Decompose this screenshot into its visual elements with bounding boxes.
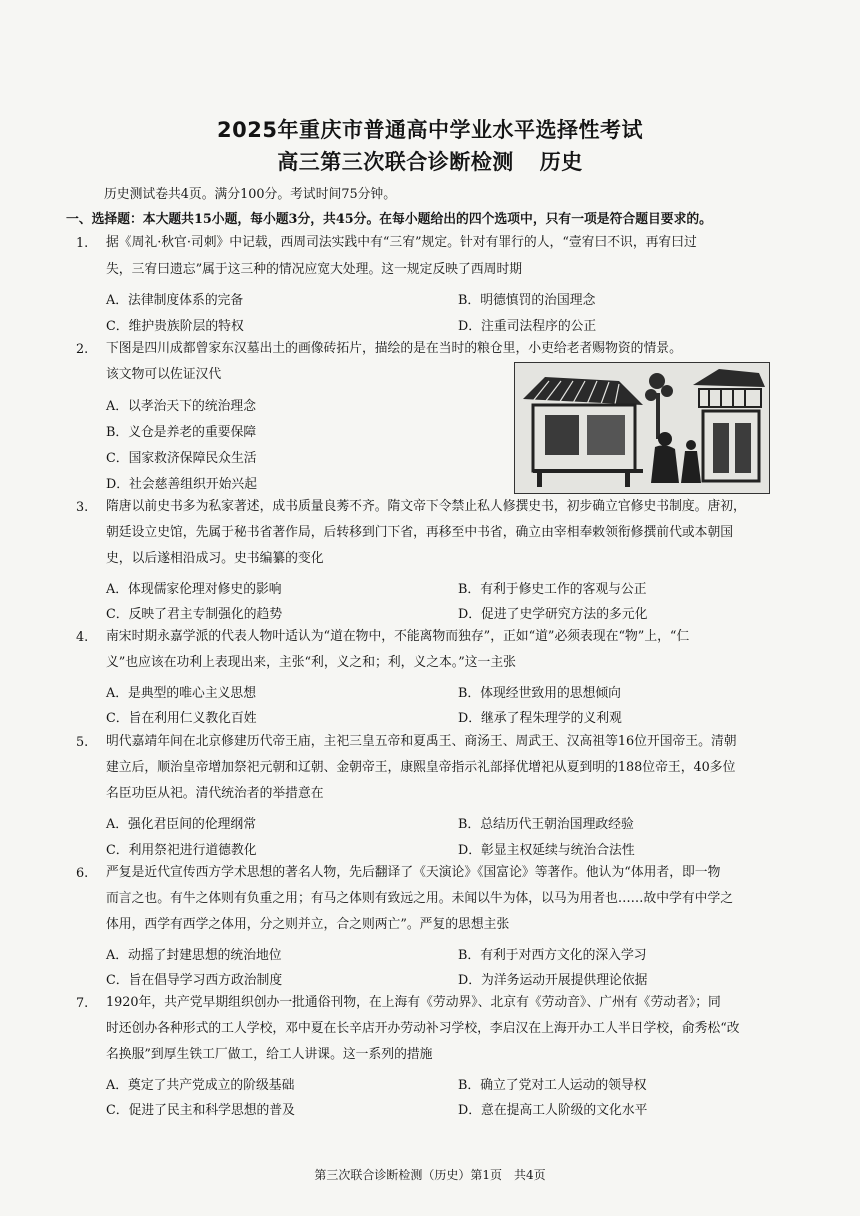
- option-c: C．促进了民主和科学思想的普及: [106, 1103, 295, 1118]
- option-c: C．反映了君主专制强化的趋势: [106, 607, 283, 622]
- question-text-line: 朝廷设立史馆，先属于秘书省著作局，后转移到门下省，再移至中书省，确立由宰相奉敕领衔修撰前代或本朝国: [106, 525, 734, 540]
- question-text-line: 明代嘉靖年间在北京修建历代帝王庙，主祀三皇五帝和夏禹王、商汤王、周武王、汉高祖等16位开国帝王。清朝: [106, 734, 737, 749]
- question-text-line: 隋唐以前史书多为私家著述，成书质量良莠不齐。隋文帝下令禁止私人修撰史书，初步确立官修史书制度。唐初，: [106, 499, 746, 514]
- exam-title: 2025年重庆市普通高中学业水平选择性考试: [217, 118, 643, 142]
- option-c: C．利用祭祀进行道德教化: [106, 843, 257, 858]
- question-text-line: 义”也应该在功利上表现出来，主张“利，义之和；利，义之本。”这一主张: [106, 655, 516, 670]
- section-heading: 一、选择题：本大题共15小题，每小题3分，共45分。在每小题给出的四个选项中，只有一项是符合题目要求的。: [66, 212, 712, 227]
- question-text-line: 南宋时期永嘉学派的代表人物叶适认为“道在物中，不能离物而独存”，正如“道”必须表现在“物”上，“仁: [106, 629, 690, 644]
- question-number: 6.: [76, 866, 89, 881]
- question-text-line: 1920年，共产党早期组织创办一批通俗刊物，在上海有《劳动界》、北京有《劳动音》、广州有《劳动者》；同: [106, 995, 721, 1010]
- option-a: A．以孝治天下的统治理念: [106, 399, 257, 414]
- question-number: 1.: [76, 236, 89, 251]
- option-a: A．动摇了封建思想的统治地位: [106, 948, 282, 963]
- option-b: B．总结历代王朝治国理政经验: [458, 817, 634, 832]
- question-number: 7.: [76, 996, 89, 1011]
- question-text-line: 严复是近代宣传西方学术思想的著名人物，先后翻译了《天演论》《国富论》等著作。他认为“体用者，即一物: [106, 865, 721, 880]
- option-a: A．强化君臣间的伦理纲常: [106, 817, 257, 832]
- option-c: C．国家救济保障民众生活: [106, 451, 257, 466]
- option-b: B．体现经世致用的思想倾向: [458, 686, 621, 701]
- option-d: D．继承了程朱理学的义利观: [458, 711, 622, 726]
- question-text-line: 体用，西学有西学之体用，分之则并立，合之则两亡”。严复的思想主张: [106, 917, 510, 932]
- question-text-line: 史，以后遂相沿成习。史书编纂的变化: [106, 551, 324, 566]
- question-number: 4.: [76, 630, 89, 645]
- exam-subject: 历史: [539, 150, 583, 174]
- brick-rubbing-image: [514, 362, 770, 494]
- question-text-line: 而言之也。有牛之体则有负重之用；有马之体则有致远之用。未闻以牛为体，以马为用者也……故中学有中学之: [106, 891, 734, 906]
- option-a: A．体现儒家伦理对修史的影响: [106, 582, 282, 597]
- option-b: B．有利于修史工作的客观与公正: [458, 582, 647, 597]
- question-text-line: 名换服”到厚生铁工厂做工，给工人讲课。这一系列的措施: [106, 1047, 433, 1062]
- option-d: D．促进了史学研究方法的多元化: [458, 607, 648, 622]
- question-number: 5.: [76, 735, 89, 750]
- option-a: A．奠定了共产党成立的阶级基础: [106, 1078, 295, 1093]
- question-text-line: 建立后，顺治皇帝增加祭祀元朝和辽朝、金朝帝王，康熙皇帝指示礼部择优增祀从夏到明的188位帝王，40多位: [106, 760, 736, 775]
- option-c: C．旨在利用仁义教化百姓: [106, 711, 257, 726]
- option-d: D．意在提高工人阶级的文化水平: [458, 1103, 648, 1118]
- option-d: D．注重司法程序的公正: [458, 319, 597, 334]
- option-a: A．是典型的唯心主义思想: [106, 686, 257, 701]
- option-c: C．维护贵族阶层的特权: [106, 319, 244, 334]
- option-d: D．为洋务运动开展提供理论依据: [458, 973, 648, 988]
- question-text-line: 据《周礼·秋官·司刺》中记载，西周司法实践中有“三宥”规定。针对有罪行的人，“壹宥曰不识，再宥曰过: [106, 235, 697, 250]
- page-footer: 第三次联合诊断检测（历史）第1页 共4页: [314, 1168, 546, 1182]
- option-b: B．明德慎罚的治国理念: [458, 293, 596, 308]
- option-b: B．义仓是养老的重要保障: [106, 425, 257, 440]
- question-text-line: 下图是四川成都曾家东汉墓出土的画像砖拓片，描绘的是在当时的粮仓里，小吏给老者赐物资的情景。: [106, 341, 682, 356]
- option-d: D．社会慈善组织开始兴起: [106, 477, 258, 492]
- question-number: 2.: [76, 342, 89, 357]
- question-text-line: 名臣功臣从祀。清代统治者的举措意在: [106, 786, 324, 801]
- option-b: B．有利于对西方文化的深入学习: [458, 948, 647, 963]
- exam-subtitle-left: 高三第三次联合诊断检测: [277, 150, 514, 174]
- option-d: D．彰显主权延续与统治合法性: [458, 843, 635, 858]
- question-text-line: 时还创办各种形式的工人学校，邓中夏在长辛店开办劳动补习学校，李启汉在上海开办工人半日学校，俞秀松“改: [106, 1021, 740, 1036]
- option-b: B．确立了党对工人运动的领导权: [458, 1078, 647, 1093]
- exam-intro: 历史测试卷共4页。满分100分。考试时间75分钟。: [104, 187, 396, 202]
- question-text-line: 失，三宥曰遗忘”属于这三种的情况应宽大处理。这一规定反映了西周时期: [106, 262, 523, 277]
- option-a: A．法律制度体系的完备: [106, 293, 244, 308]
- option-c: C．旨在倡导学习西方政治制度: [106, 973, 283, 988]
- question-text-line: 该文物可以佐证汉代: [106, 367, 222, 382]
- question-number: 3.: [76, 500, 89, 515]
- exam-subtitle: [0, 146, 860, 176]
